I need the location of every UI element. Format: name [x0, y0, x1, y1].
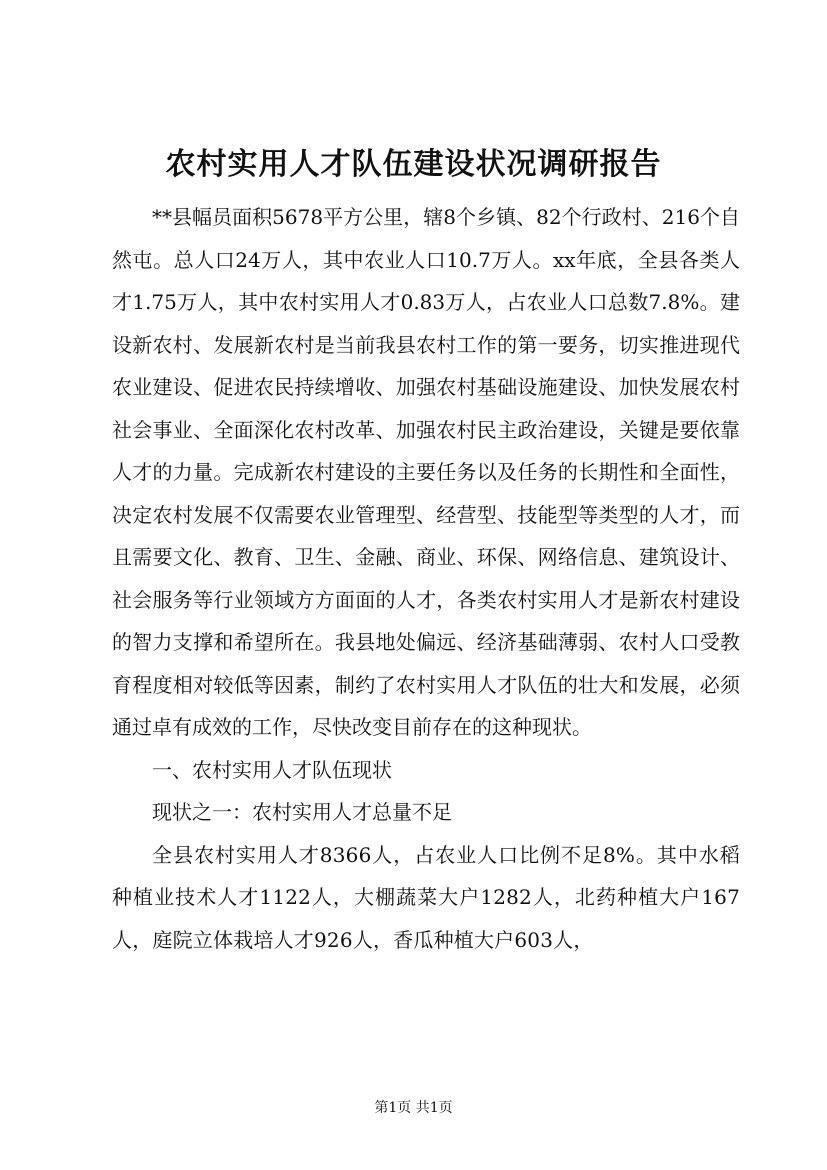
paragraph-statistics: 全县农村实用人才8366人，占农业人口比例不足8%。其中水稻种植业技术人才1122人，大棚蔬菜大户1282人，北药种植大户167人，庭院立体栽培人才926人，香瓜种植大户603人，: [112, 842, 740, 952]
document-title: 农村实用人才队伍建设状况调研报告: [165, 147, 662, 182]
page-number-footer: 第1页 共1页: [374, 1100, 453, 1116]
paragraph-intro: **县幅员面积5678平方公里，辖8个乡镇、82个行政村、216个自然屯。总人口24万人，其中农业人口10.7万人。xx年底，全县各类人才1.75万人，其中农村实用人才0.83万人，占农业人口总数7.8%。建设新农村、发展新农村是当前我县农村工作的第一要务，切实推进现代农业建设、促进农民持续增收、加强农村基础设施建设、加快发展农村社会事业、全面深化农村改革、加强农村民主政治建设，关键是要依靠人才的力量。完成新农村建设的主要任务以及任务的长期性和全面性，决定农村发展不仅需要农业管理型、经营型、技能型等类型的人才，而且需要文化、教育、卫生、金融、商业、环保、网络信息、建筑设计、社会服务等行业领域方方面面的人才，各类农村实用人才是新农村建设的智力支撑和希望所在。我县地处偏远、经济基础薄弱、农村人口受教育程度相对较低等因素，制约了农村实用人才队伍的壮大和发展，必须通过卓有成效的工作，尽快改变目前存在的这种现状。: [112, 205, 740, 739]
document-body: [112, 196, 740, 961]
section-heading: 一、农村实用人才队伍现状: [152, 757, 392, 782]
subsection-heading: 现状之一：农村实用人才总量不足: [152, 800, 452, 824]
